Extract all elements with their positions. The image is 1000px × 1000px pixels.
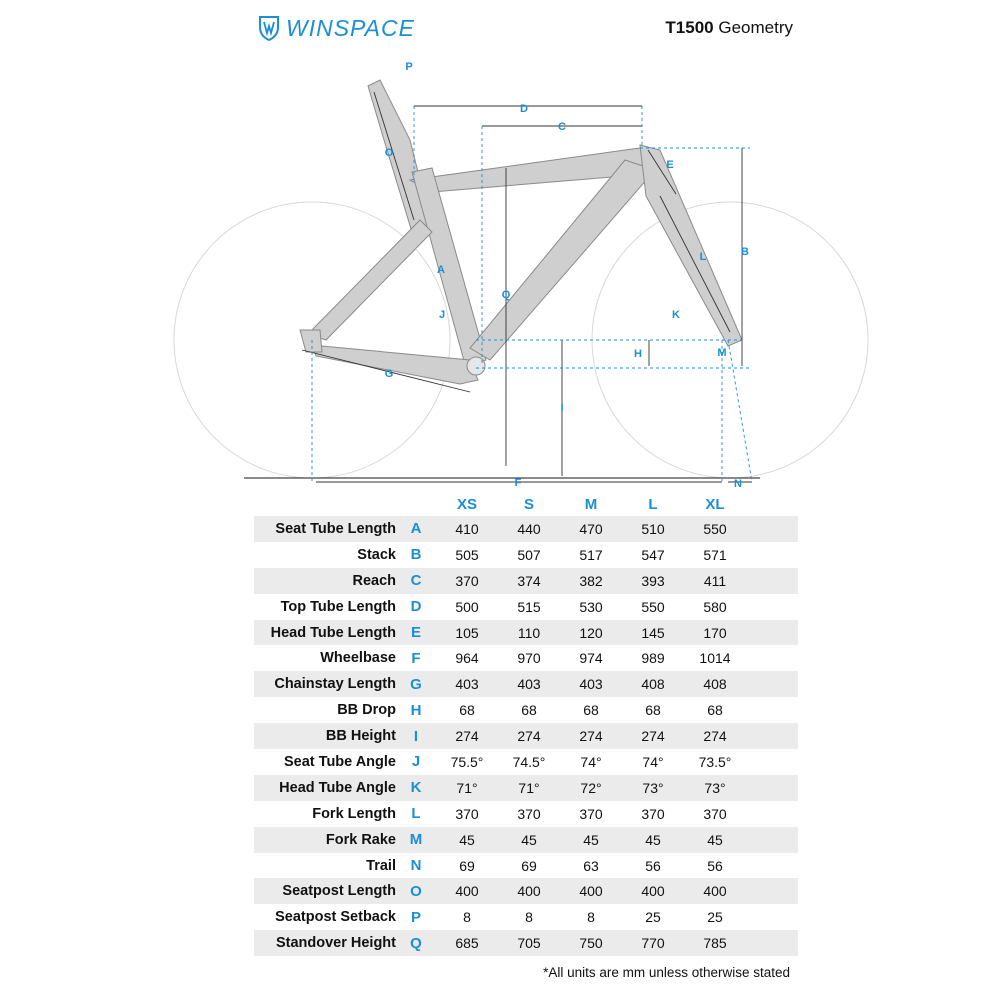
table-row <box>254 645 798 671</box>
measurement-value: 580 <box>703 598 727 615</box>
measurement-value: 8 <box>587 909 595 926</box>
measurement-value: 68 <box>645 702 661 719</box>
measurement-value: 400 <box>703 883 727 900</box>
label-j: J <box>438 309 446 321</box>
measurement-value: 72° <box>580 779 602 796</box>
measurement-value: 45 <box>521 831 537 848</box>
table-row <box>254 568 798 594</box>
measurement-value: 440 <box>517 520 541 537</box>
measurement-value: 274 <box>517 728 541 745</box>
geometry-table <box>254 492 798 956</box>
measurement-value: 989 <box>641 650 665 667</box>
label-l: L <box>699 251 707 263</box>
measurement-value: 974 <box>579 650 603 667</box>
measurement-letter: P <box>410 908 421 926</box>
measurement-value: 403 <box>579 676 603 693</box>
measurement-value: 964 <box>455 650 479 667</box>
measurement-value: 408 <box>641 676 665 693</box>
label-i: I <box>560 402 564 414</box>
measurement-value: 120 <box>579 624 603 641</box>
measurement-letter: D <box>410 598 422 616</box>
measurement-value: 403 <box>517 676 541 693</box>
measurement-value: 530 <box>579 598 603 615</box>
table-row <box>254 827 798 853</box>
label-b: B <box>741 246 749 258</box>
measurement-value: 73° <box>704 779 726 796</box>
model-name: T1500 <box>665 18 714 37</box>
measurement-value: 74° <box>580 753 602 770</box>
label-g: G <box>384 368 394 380</box>
measurement-letter: A <box>410 520 422 538</box>
measurement-value: 785 <box>703 935 727 952</box>
table-row <box>254 620 798 646</box>
measurement-letter: G <box>410 675 422 693</box>
measurement-name: Stack <box>357 546 396 563</box>
measurement-value: 685 <box>455 935 479 952</box>
label-f: F <box>514 477 522 489</box>
measurement-value: 8 <box>525 909 533 926</box>
label-e: E <box>666 159 674 171</box>
measurement-name: Head Tube Angle <box>279 779 396 796</box>
table-row <box>254 930 798 956</box>
table-row <box>254 775 798 801</box>
measurement-value: 411 <box>703 572 727 589</box>
measurement-value: 750 <box>579 935 603 952</box>
measurement-value: 400 <box>455 883 479 900</box>
measurement-value: 370 <box>703 805 727 822</box>
measurement-value: 1014 <box>699 650 731 667</box>
measurement-name: Seatpost Setback <box>275 909 396 926</box>
label-o: O <box>384 147 394 159</box>
measurement-value: 400 <box>579 883 603 900</box>
measurement-letter: B <box>410 546 422 564</box>
label-n: N <box>734 478 742 490</box>
measurement-value: 370 <box>517 805 541 822</box>
table-row <box>254 671 798 697</box>
measurement-value: 71° <box>456 779 478 796</box>
measurement-name: Seat Tube Length <box>275 520 396 537</box>
table-row <box>254 853 798 879</box>
measurement-value: 45 <box>459 831 475 848</box>
measurement-name: BB Height <box>325 728 396 745</box>
measurement-value: 71° <box>518 779 540 796</box>
measurement-value: 510 <box>641 520 665 537</box>
label-d: D <box>520 103 528 115</box>
table-row <box>254 723 798 749</box>
measurement-letter: N <box>410 857 422 875</box>
measurement-value: 73° <box>642 779 664 796</box>
table-row <box>254 904 798 930</box>
size-header: S <box>523 495 534 513</box>
measurement-value: 550 <box>641 598 665 615</box>
measurement-value: 110 <box>517 624 541 641</box>
measurement-value: 105 <box>455 624 479 641</box>
size-header: M <box>584 495 598 513</box>
measurement-value: 69 <box>521 857 537 874</box>
measurement-name: Head Tube Length <box>270 624 396 641</box>
label-c: C <box>558 121 566 133</box>
table-row <box>254 878 798 904</box>
label-p: P <box>405 61 413 73</box>
measurement-value: 370 <box>455 805 479 822</box>
measurement-value: 505 <box>455 546 479 563</box>
measurement-letter: J <box>411 753 421 771</box>
measurement-value: 170 <box>703 624 727 641</box>
measurement-letter: H <box>410 701 422 719</box>
measurement-letter: I <box>413 727 419 745</box>
measurement-letter: C <box>410 572 422 590</box>
measurement-name: Reach <box>352 572 396 589</box>
measurement-value: 470 <box>579 520 603 537</box>
measurement-value: 68 <box>707 702 723 719</box>
measurement-name: Wheelbase <box>320 650 396 667</box>
measurement-name: Seatpost Length <box>282 883 396 900</box>
measurement-value: 68 <box>521 702 537 719</box>
title-suffix: Geometry <box>718 18 793 37</box>
measurement-letter: L <box>411 805 421 823</box>
measurement-value: 370 <box>455 572 479 589</box>
measurement-letter: K <box>410 779 422 797</box>
measurement-value: 145 <box>641 624 665 641</box>
table-row <box>254 594 798 620</box>
measurement-value: 408 <box>703 676 727 693</box>
measurement-value: 403 <box>455 676 479 693</box>
measurement-value: 74.5° <box>512 753 546 770</box>
table-row <box>254 697 798 723</box>
table-row <box>254 801 798 827</box>
measurement-value: 74° <box>642 753 664 770</box>
measurement-value: 374 <box>517 572 541 589</box>
measurement-name: Top Tube Length <box>280 598 396 615</box>
label-m: M <box>717 347 727 359</box>
measurement-name: Trail <box>366 857 396 874</box>
measurement-value: 517 <box>579 546 603 563</box>
table-row <box>254 542 798 568</box>
measurement-letter: O <box>410 882 422 900</box>
measurement-value: 770 <box>641 935 665 952</box>
measurement-letter: F <box>411 649 421 667</box>
measurement-value: 45 <box>707 831 723 848</box>
measurement-value: 8 <box>463 909 471 926</box>
size-header: XS <box>456 495 477 513</box>
measurement-value: 68 <box>583 702 599 719</box>
measurement-value: 45 <box>645 831 661 848</box>
measurement-value: 56 <box>707 857 723 874</box>
label-h: H <box>634 348 642 360</box>
measurement-value: 400 <box>641 883 665 900</box>
units-footnote: *All units are mm unless otherwise stated <box>543 965 790 980</box>
measurement-value: 410 <box>455 520 479 537</box>
size-header: L <box>648 495 658 513</box>
measurement-value: 73.5° <box>698 753 732 770</box>
measurement-value: 25 <box>707 909 723 926</box>
measurement-value: 370 <box>641 805 665 822</box>
measurement-value: 382 <box>579 572 603 589</box>
label-q: Q <box>501 289 511 301</box>
measurement-letter: E <box>410 624 421 641</box>
label-k: K <box>672 309 680 321</box>
measurement-value: 370 <box>579 805 603 822</box>
measurement-value: 25 <box>645 909 661 926</box>
measurement-name: Fork Rake <box>325 831 396 848</box>
table-body <box>254 516 798 956</box>
measurement-value: 274 <box>455 728 479 745</box>
measurement-name: BB Drop <box>337 702 396 719</box>
size-header: XL <box>705 495 725 513</box>
measurement-name: Standover Height <box>275 935 396 952</box>
measurement-value: 56 <box>645 857 661 874</box>
measurement-value: 45 <box>583 831 599 848</box>
measurement-value: 550 <box>703 520 727 537</box>
measurement-value: 571 <box>703 546 727 563</box>
measurement-name: Fork Length <box>312 805 396 822</box>
measurement-value: 500 <box>455 598 479 615</box>
measurement-value: 970 <box>517 650 541 667</box>
measurement-letter: M <box>409 831 423 849</box>
measurement-value: 274 <box>579 728 603 745</box>
measurement-value: 400 <box>517 883 541 900</box>
measurement-value: 515 <box>517 598 541 615</box>
measurement-value: 68 <box>459 702 475 719</box>
measurement-value: 274 <box>703 728 727 745</box>
measurement-value: 547 <box>641 546 665 563</box>
measurement-name: Chainstay Length <box>274 676 396 693</box>
table-header <box>254 492 798 516</box>
measurement-value: 705 <box>517 935 541 952</box>
label-a: A <box>437 264 445 276</box>
measurement-value: 69 <box>459 857 475 874</box>
measurement-name: Seat Tube Angle <box>284 753 396 770</box>
measurement-letter: Q <box>410 934 422 952</box>
measurement-value: 274 <box>641 728 665 745</box>
measurement-value: 393 <box>641 572 665 589</box>
measurement-value: 75.5° <box>450 753 484 770</box>
brand-name: WINSPACE <box>286 14 415 41</box>
table-row <box>254 749 798 775</box>
table-row <box>254 516 798 542</box>
measurement-value: 507 <box>517 546 541 563</box>
measurement-value: 63 <box>583 857 599 874</box>
